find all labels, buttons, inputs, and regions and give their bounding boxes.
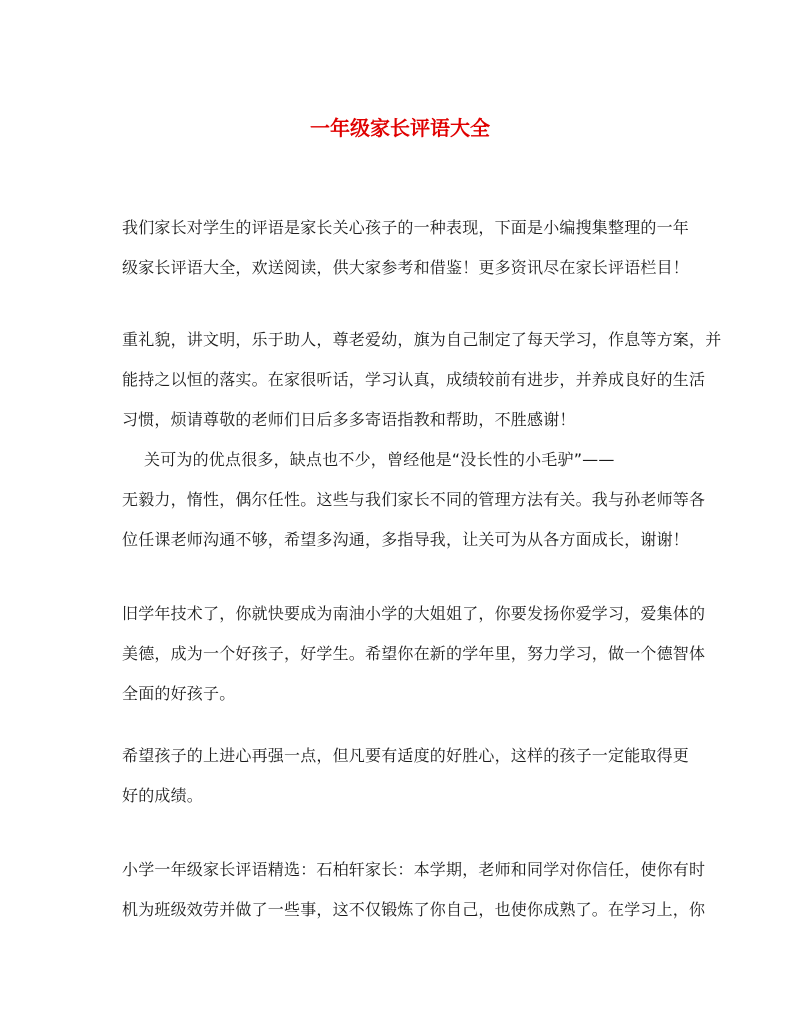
text-line: 我们家长对学生的评语是家长关心孩子的一种表现，下面是小编搜集整理的一年 <box>122 218 690 237</box>
text-line: 希望孩子的上进心再强一点，但凡要有适度的好胜心，这样的孩子一定能取得更 <box>122 746 690 765</box>
text-line: 美德，成为一个好孩子，好学生。希望你在新的学年里，努力学习，做一个德智体 <box>122 644 706 663</box>
paragraph-intro <box>122 208 690 288</box>
paragraph-comment-2 <box>122 440 706 560</box>
paragraph-comment-5 <box>122 850 706 930</box>
paragraph-comment-4 <box>122 736 690 816</box>
text-line: 全面的好孩子。 <box>122 684 236 703</box>
text-line: 旧学年技术了，你就快要成为南油小学的大姐姐了，你要发扬你爱学习，爱集体的 <box>122 604 706 623</box>
paragraph-comment-3 <box>122 594 706 714</box>
text-line: 重礼貌，讲文明，乐于助人，尊老爱幼，旗为自己制定了每天学习，作息等方案，并 <box>122 330 722 349</box>
text-line: 小学一年级家长评语精选：石柏轩家长：本学期，老师和同学对你信任，使你有时 <box>122 860 706 879</box>
text-line: 习惯，烦请尊敬的老师们日后多多寄语指教和帮助，不胜感谢！ <box>122 410 576 429</box>
text-line: 位任课老师沟通不够，希望多沟通，多指导我，让关可为从各方面成长，谢谢！ <box>122 530 690 549</box>
text-line: 级家长评语大全，欢送阅读，供大家参考和借鉴！更多资讯尽在家长评语栏目！ <box>122 258 690 277</box>
text-line: 能持之以恒的落实。在家很听话，学习认真，成绩较前有进步，并养成良好的生活 <box>122 370 706 389</box>
document-title: 一年级家长评语大全 <box>310 116 490 140</box>
paragraph-comment-1 <box>122 320 722 440</box>
text-line: 关可为的优点很多，缺点也不少，曾经他是“没长性的小毛驴”—— <box>144 450 615 469</box>
text-line: 无毅力，惰性，偶尔任性。这些与我们家长不同的管理方法有关。我与孙老师等各 <box>122 490 706 509</box>
text-line: 机为班级效劳并做了一些事，这不仅锻炼了你自己，也使你成熟了。在学习上，你 <box>122 900 706 919</box>
text-line: 好的成绩。 <box>122 786 204 805</box>
